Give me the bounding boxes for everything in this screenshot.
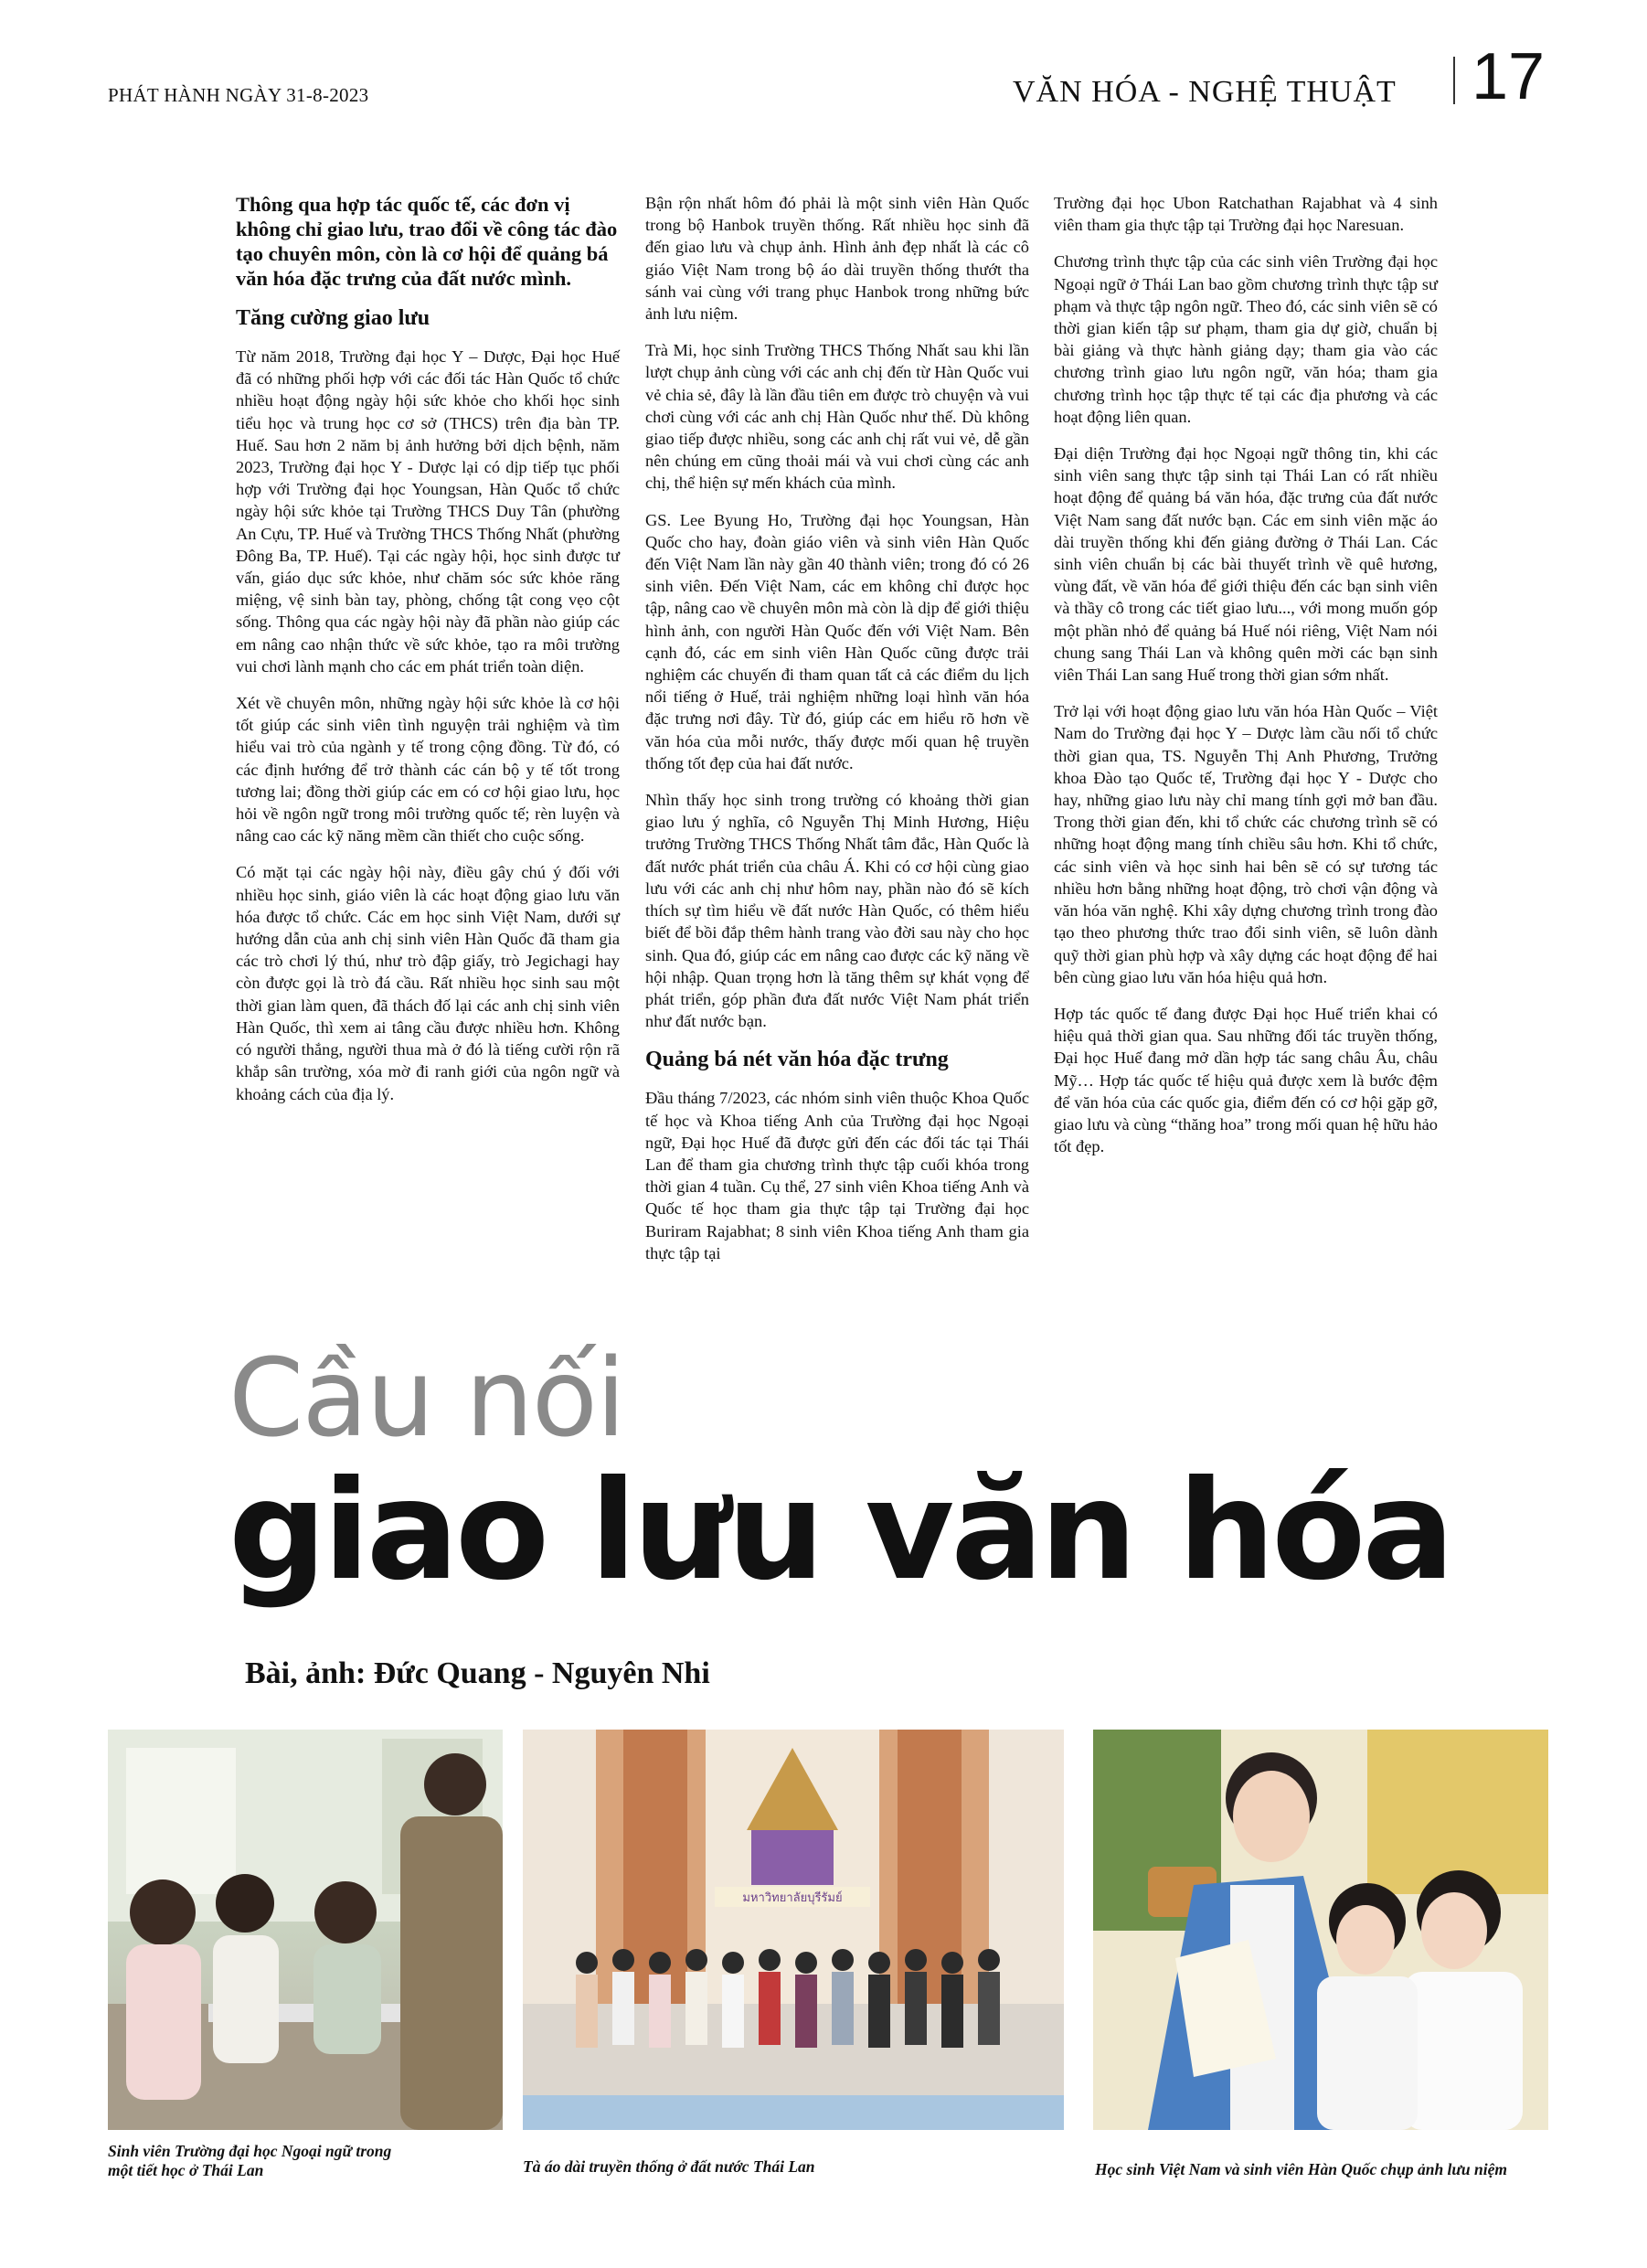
photo-caption-2: Tà áo dài truyền thống ở đất nước Thái Lan — [523, 2157, 815, 2176]
article-lead: Thông qua hợp tác quốc tế, các đơn vị không chỉ giao lưu, trao đổi về công tác đào tạo chuyên môn, còn là cơ hội để quảng bá văn hóa đặc trưng của đất nước mình. — [236, 193, 618, 290]
paragraph: Bận rộn nhất hôm đó phải là một sinh viên Hàn Quốc trong bộ Hanbok truyền thống. Rất nhiều học sinh đã đến giao lưu và chụp ảnh. Hình ảnh đẹp nhất là các cô giáo Việt Nam trong bộ áo dài truyền thống thướt tha sánh vai cùng với trang phục Hanbok trong những bức ảnh lưu niệm. — [645, 194, 1029, 324]
section-heading-2: Quảng bá nét văn hóa đặc trưng — [645, 1048, 949, 1072]
section-heading-1: Tăng cường giao lưu — [236, 306, 430, 330]
paragraph: Trà Mi, học sinh Trường THCS Thống Nhất sau khi lần lượt chụp ảnh cùng với các anh chị đến từ Hàn Quốc vui vẻ chia sẻ, đây là lần đầu tiên em được trò chuyện và vui chơi cùng với các anh chị Hàn Quốc như thế. Dù không giao tiếp được nhiều, song các anh chị rất vui vẻ, dễ gần nên chúng em cũng thoải mái và vui chơi cùng các anh chị, thể hiện sự mến khách của mình. — [645, 341, 1029, 493]
paragraph: Từ năm 2018, Trường đại học Y – Dược, Đại học Huế đã có những phối hợp với các đối tác Hàn Quốc tổ chức nhiều hoạt động ngày hội sức khỏe cho khối học sinh tiểu học và trung học cơ sở (THCS) trên địa bàn TP. Huế. Sau hơn 2 năm bị ảnh hưởng bởi dịch bệnh, năm 2023, Trường đại học Y - Dược lại có dịp tiếp tục phối hợp với Trường đại học Youngsan, Hàn Quốc tổ chức ngày hội sức khỏe tại Trường THCS Duy Tân (phường An Cựu, TP. Huế và Trường THCS Thống Nhất (phường Đông Ba, TP. Huế). Tại các ngày hội, học sinh được tư vấn, giáo dục sức khỏe, như chăm sóc sức khỏe răng miệng, vệ sinh bàn tay, phòng, chống tật cong vẹo cột sống. Thông qua các ngày hội này đã phần nào giúp các em nâng cao nhận thức về sức khỏe, tạo ra môi trường vui chơi lành mạnh cho các em phát triển toàn diện. — [236, 347, 620, 676]
paragraph: Có mặt tại các ngày hội này, điều gây chú ý đối với nhiều học sinh, giáo viên là các hoạt động giao lưu văn hóa được tổ chức. Các em học sinh Việt Nam, dưới sự hướng dẫn của anh chị sinh viên Hàn Quốc đã tham gia các trò chơi lý thú, như trò đập giấy, trò Jegichagi hay còn được gọi là trò đá cầu. Rất nhiều học sinh sau một thời gian làm quen, đã thách đố lại các anh chị sinh viên Hàn Quốc, thì xem ai tâng cầu được nhiều hơn. Không có người thắng, người thua mà ở đó là tiếng cười rộn rã khắp sân trường, xóa mờ đi ranh giới của ngôn ngữ và khoảng cách của địa lý. — [236, 863, 620, 1103]
paragraph: Trường đại học Ubon Ratchathan Rajabhat và 4 sinh viên tham gia thực tập tại Trường đại học Naresuan. — [1054, 194, 1438, 235]
photo-selfie-students — [1093, 1730, 1548, 2130]
headline-line-2: giao lưu văn hóa — [228, 1452, 1451, 1611]
article-column-2 — [645, 192, 1029, 1279]
paragraph: Nhìn thấy học sinh trong trường có khoảng thời gian giao lưu ý nghĩa, cô Nguyễn Thị Minh Hương, Hiệu trưởng Trường THCS Thống Nhất tâm đắc, Hàn Quốc là đất nước phát triển của châu Á. Khi có cơ hội cùng giao lưu với các anh chị như hôm nay, phần nào đó sẽ kích thích sự tìm hiểu về đất nước Hàn Quốc, có thêm hiểu biết để bồi đắp thêm hành trang vào đời sau này cho học sinh. Qua đó, giúp các em nâng cao được các kỹ năng về hội nhập. Quan trọng hơn là tăng thêm sự khát vọng để phát triển, góp phần đưa đất nước Việt Nam phát triển như đất nước bạn. — [645, 791, 1029, 1031]
photo-caption-3: Học sinh Việt Nam và sinh viên Hàn Quốc chụp ảnh lưu niệm — [1095, 2160, 1507, 2178]
headline-line-1: Cầu nối — [228, 1335, 624, 1461]
paragraph: Hợp tác quốc tế đang được Đại học Huế triển khai có hiệu quả thời gian qua. Sau những đối tác truyền thống, Đại học Huế đang mở dần hợp tác sang châu Âu, châu Mỹ… Hợp tác quốc tế hiệu quả được xem là bước đệm để văn hóa của các quốc gia, điểm đến có cơ hội gặp gỡ, giao lưu và cùng “thăng hoa” trong mối quan hệ hữu hảo tốt đẹp. — [1054, 1004, 1438, 1156]
header-section-name: VĂN HÓA - NGHỆ THUẬT — [1013, 75, 1397, 109]
page-number: 17 — [1472, 40, 1546, 113]
selfie-illustration — [1093, 1730, 1548, 2130]
paragraph: GS. Lee Byung Ho, Trường đại học Youngsan, Hàn Quốc cho hay, đoàn giáo viên và sinh viên Hàn Quốc đến Việt Nam lần này gần 40 thành viên; trong đó có 26 sinh viên. Đến Việt Nam, các em không chỉ được học tập, nâng cao về chuyên môn mà còn là dịp để giới thiệu hình ảnh, con người Hàn Quốc đến với Việt Nam. Bên cạnh đó, các em sinh viên Hàn Quốc cũng được trải nghiệm các chuyến đi tham quan tất cả các điểm du lịch nổi tiếng ở Huế, trải nghiệm những loại hình văn hóa đặc trưng nơi đây. Từ đó, giúp các em hiểu rõ hơn về văn hóa của mỗi nước, thấy được mối quan hệ truyền thống tốt đẹp của hai đất nước. — [645, 510, 1029, 772]
paragraph: Đại diện Trường đại học Ngoại ngữ thông tin, khi các sinh viên sang thực tập sinh tại Thái Lan có rất nhiều hoạt động để quảng bá văn hóa, đặc trưng của đất nước Việt Nam sang đất nước bạn. Các em sinh viên mặc áo dài truyền thống khi đến giảng đường ở Thái Lan. Các sinh viên chuẩn bị các bài thuyết trình về quê hương, vùng đất, về văn hóa để giới thiệu đến các bạn sinh viên và thầy cô trong các tiết giao lưu..., với mong muốn góp một phần nhỏ để quảng bá Huế nói riêng, Việt Nam nói chung sang Thái Lan và không quên mời các bạn sinh viên Thái Lan sang Huế trong thời gian sớm nhất. — [1054, 444, 1438, 685]
article-column-3 — [1054, 192, 1438, 1172]
article-column-1 — [236, 192, 620, 1120]
photo-classroom — [108, 1730, 503, 2130]
photo-caption-1: Sinh viên Trường đại học Ngoại ngữ trong một tiết học ở Thái Lan — [108, 2142, 392, 2179]
header-divider — [1453, 57, 1455, 104]
byline: Bài, ảnh: Đức Quang - Nguyên Nhi — [245, 1656, 710, 1690]
header-issue-date: PHÁT HÀNH NGÀY 31-8-2023 — [108, 84, 369, 106]
photo-group-ao-dai — [523, 1730, 1064, 2130]
classroom-illustration — [108, 1730, 503, 2130]
paragraph: Trở lại với hoạt động giao lưu văn hóa Hàn Quốc – Việt Nam do Trường đại học Y – Dược làm cầu nối tổ chức thời gian qua, TS. Nguyễn Thị Anh Phương, Trưởng khoa Đào tạo Quốc tế, Trường đại học Y - Dược cho hay, những giao lưu này chỉ mang tính gợi mở ban đầu. Trong thời gian đến, khi tổ chức các chương trình sẽ có những hoạt động mang tính chiều sâu hơn. Khi tổ chức, các sinh viên và học sinh hai bên sẽ có sự tương tác nhiều hơn bằng những hoạt động, trò chơi vận động và văn hóa văn nghệ. Khi xây dựng chương trình trong đào tạo theo phương thức trao đổi sinh viên, sẽ luôn dành quỹ thời gian phù hợp và xây dựng các hoạt động để hai bên cùng giao lưu văn hóa hiệu quả hơn. — [1054, 702, 1438, 986]
building-sign: มหาวิทยาลัยบุรีรัมย์ — [742, 1891, 843, 1905]
paragraph: Xét về chuyên môn, những ngày hội sức khỏe là cơ hội tốt giúp các sinh viên tình nguyện trải nghiệm và tìm hiểu vai trò của ngành y tế trong cộng đồng. Từ đó, có các định hướng để trở thành các cán bộ y tế tốt trong tương lai; đồng thời giúp các em có cơ hội giao lưu, học hỏi về ngôn ngữ trong môi trường quốc tế; rèn luyện và nâng cao các kỹ năng mềm cần thiết cho cuộc sống. — [236, 694, 620, 846]
group-illustration — [523, 1730, 1064, 2130]
paragraph: Đầu tháng 7/2023, các nhóm sinh viên thuộc Khoa Quốc tế học và Khoa tiếng Anh của Trường đại học Ngoại ngữ, Đại học Huế đã được gửi đến các đối tác tại Thái Lan để tham gia chương trình thực tập cuối khóa trong thời gian 4 tuần. Cụ thể, 27 sinh viên Khoa tiếng Anh và Quốc tế học tham gia thực tập tại Trường đại học Buriram Rajabhat; 8 sinh viên Khoa tiếng Anh tham gia thực tập tại — [645, 1089, 1029, 1262]
paragraph: Chương trình thực tập của các sinh viên Trường đại học Ngoại ngữ ở Thái Lan bao gồm chương trình thực tập sư phạm và thực tập ngôn ngữ. Theo đó, các sinh viên sẽ có thời gian kiến tập sư phạm, tham gia dự giờ, chuẩn bị bài giảng và thực hành giảng dạy; tham gia vào các chương trình giao lưu ngôn ngữ, văn hóa; tham gia chương trình học tập thực tế tại các địa phương và các hoạt động liên quan. — [1054, 252, 1438, 426]
